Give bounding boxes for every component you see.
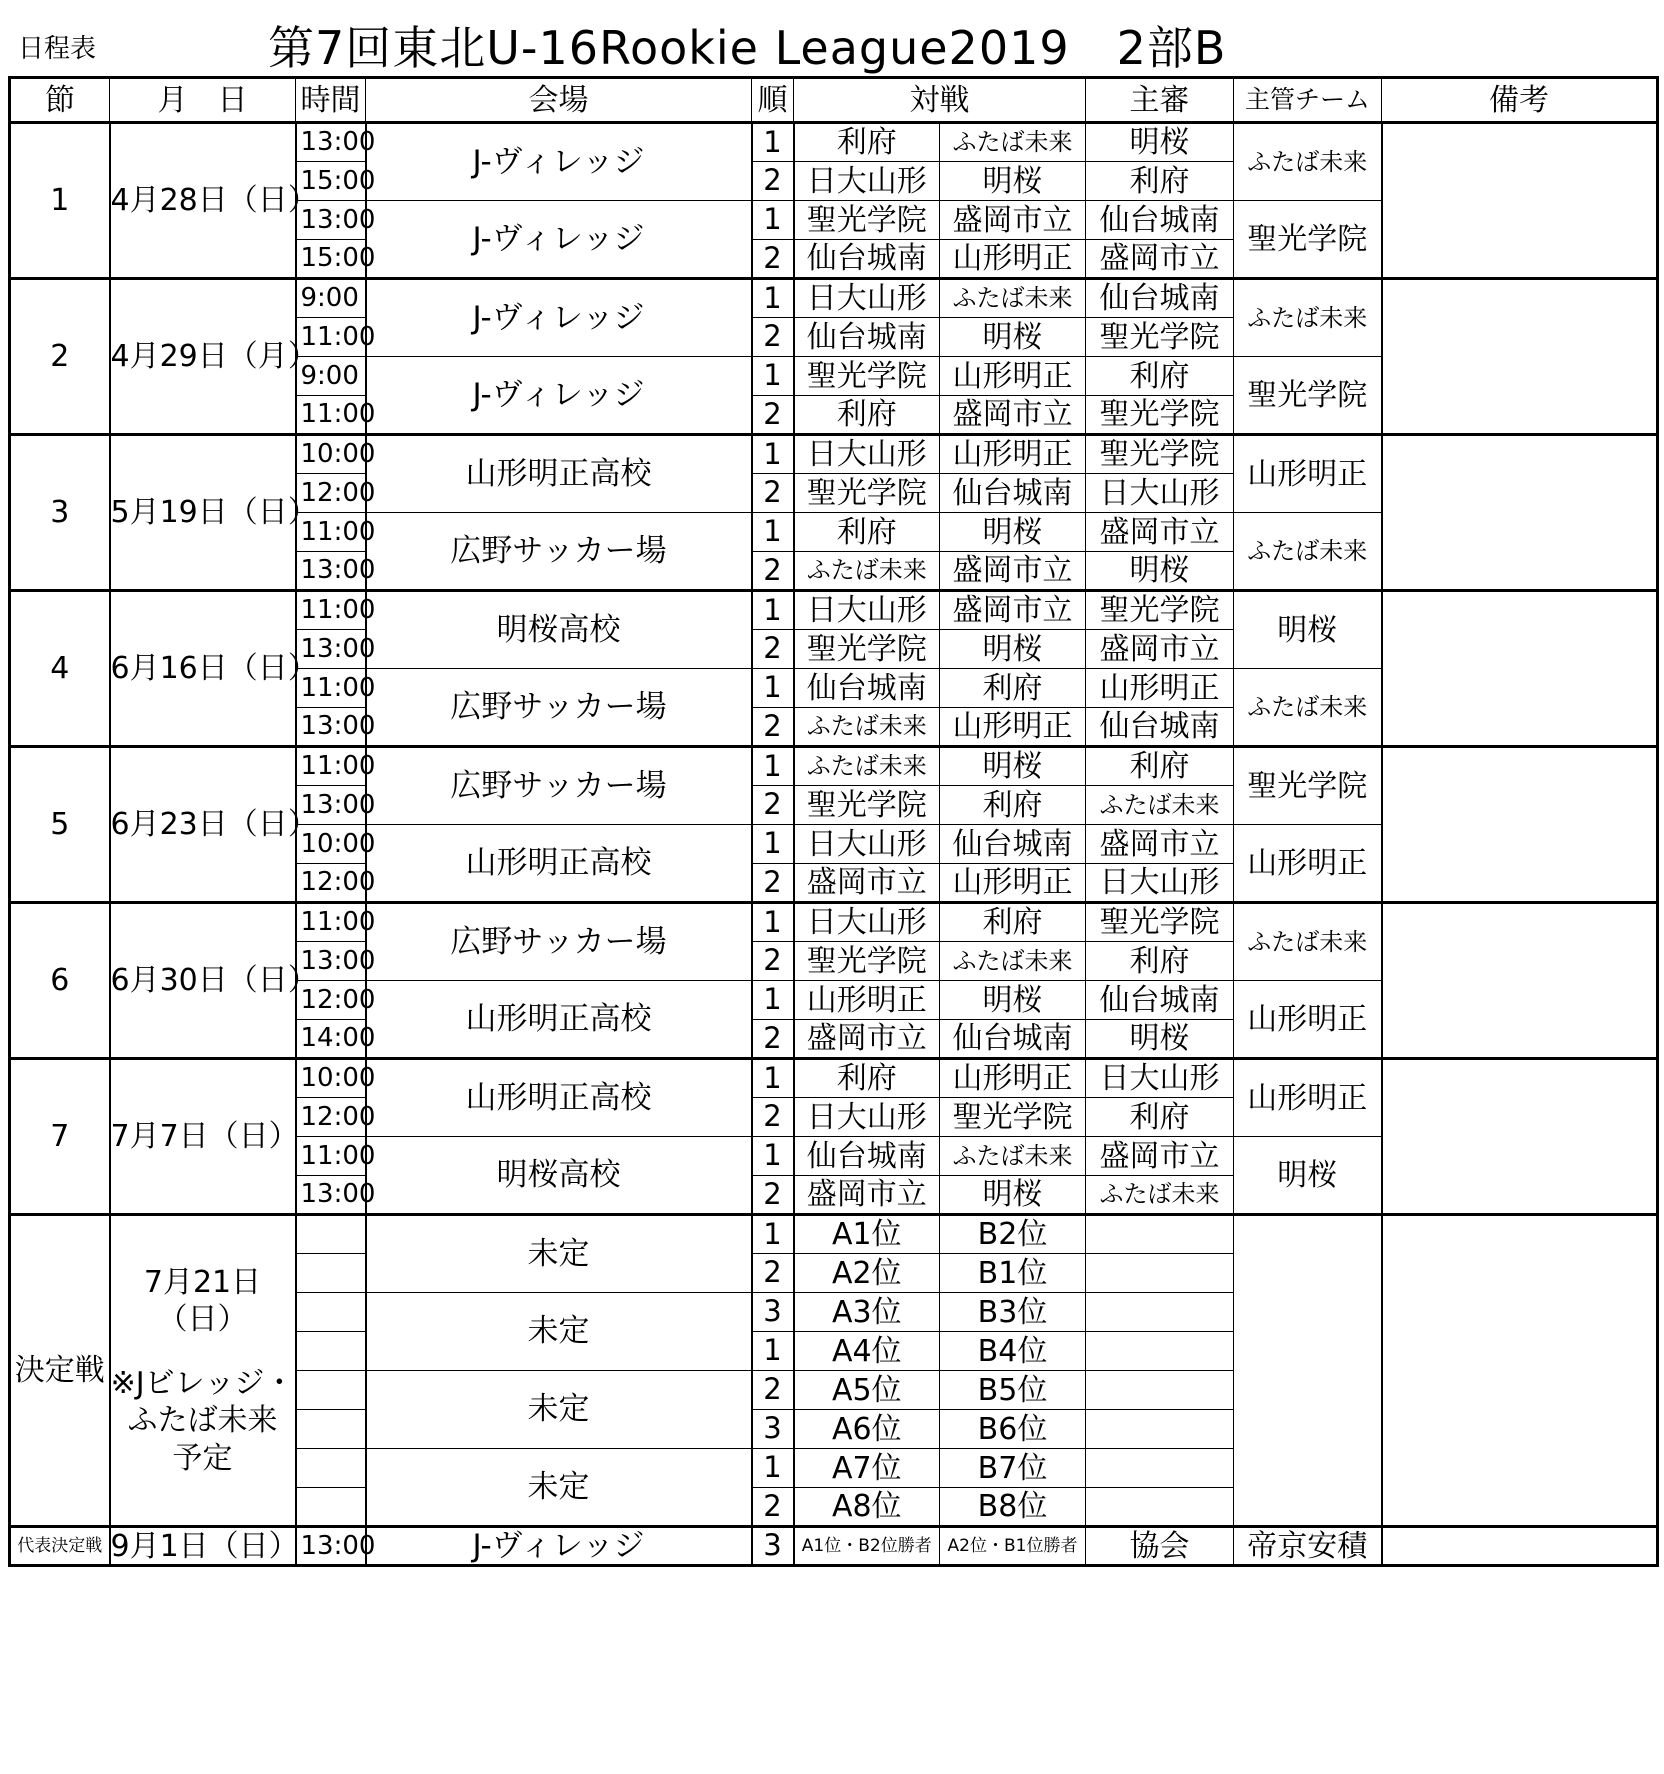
- home-team: 聖光学院: [794, 357, 940, 396]
- host-team: ふたば未来: [1234, 123, 1382, 201]
- away-team: 明桜: [940, 513, 1086, 552]
- home-team: A4位: [794, 1332, 940, 1371]
- venue-name: 未定: [366, 1215, 752, 1293]
- match-order: 2: [752, 1176, 794, 1215]
- match-order: 1: [752, 201, 794, 240]
- table-row: [10, 123, 1658, 162]
- match-order: 1: [752, 981, 794, 1020]
- host-team: 山形明正: [1234, 825, 1382, 903]
- match-order: 2: [752, 396, 794, 435]
- referee: [1086, 1449, 1234, 1488]
- away-team: 仙台城南: [940, 1020, 1086, 1059]
- home-team: 日大山形: [794, 162, 940, 201]
- away-team: 山形明正: [940, 435, 1086, 474]
- home-team: A7位: [794, 1449, 940, 1488]
- host-team: 山形明正: [1234, 981, 1382, 1059]
- away-team: 山形明正: [940, 1059, 1086, 1098]
- host-team: 明桜: [1234, 1137, 1382, 1215]
- match-order: 1: [752, 1332, 794, 1371]
- note-cell: [1382, 903, 1658, 1059]
- home-team: 聖光学院: [794, 201, 940, 240]
- away-team: 明桜: [940, 981, 1086, 1020]
- home-team: A1位: [794, 1215, 940, 1254]
- playoff-date-line: ふたば未来: [127, 1403, 278, 1439]
- referee: 聖光学院: [1086, 396, 1234, 435]
- host-team: 山形明正: [1234, 435, 1382, 513]
- away-team: 明桜: [940, 162, 1086, 201]
- venue-name: J-ヴィレッジ: [366, 357, 752, 435]
- match-order: 1: [752, 1137, 794, 1176]
- venue-name: 山形明正高校: [366, 981, 752, 1059]
- away-team: 盛岡市立: [940, 201, 1086, 240]
- kickoff-time: [296, 1215, 366, 1254]
- home-team: 仙台城南: [794, 318, 940, 357]
- home-team: A8位: [794, 1488, 940, 1527]
- schedule-label: 日程表: [18, 34, 97, 64]
- away-team: 明桜: [940, 747, 1086, 786]
- referee: 聖光学院: [1086, 435, 1234, 474]
- match-order: 2: [752, 1254, 794, 1293]
- kickoff-time: 10:00: [296, 825, 366, 864]
- away-team: 山形明正: [940, 357, 1086, 396]
- referee: 仙台城南: [1086, 981, 1234, 1020]
- match-order: 1: [752, 591, 794, 630]
- playoff-date-line: 予定: [172, 1440, 233, 1476]
- home-team: A3位: [794, 1293, 940, 1332]
- page-title: 第7回東北U-16Rookie League2019 2部B: [268, 21, 1227, 75]
- away-team: 明桜: [940, 318, 1086, 357]
- away-team: 仙台城南: [940, 474, 1086, 513]
- away-team: 盛岡市立: [940, 396, 1086, 435]
- away-team: ふたば未来: [940, 1137, 1086, 1176]
- venue-name: 広野サッカー場: [366, 669, 752, 747]
- kickoff-time: 11:00: [296, 1137, 366, 1176]
- away-team: 仙台城南: [940, 825, 1086, 864]
- kickoff-time: 13:00: [296, 708, 366, 747]
- away-team: ふたば未来: [940, 942, 1086, 981]
- referee: [1086, 1293, 1234, 1332]
- referee: 盛岡市立: [1086, 513, 1234, 552]
- venue-name: J-ヴィレッジ: [366, 123, 752, 201]
- col-time: 時間: [296, 78, 366, 123]
- home-team: 利府: [794, 513, 940, 552]
- kickoff-time: [296, 1371, 366, 1410]
- host-team: 明桜: [1234, 591, 1382, 669]
- referee: [1086, 1332, 1234, 1371]
- match-order: 2: [752, 1371, 794, 1410]
- home-team: 盛岡市立: [794, 1020, 940, 1059]
- referee: 明桜: [1086, 552, 1234, 591]
- match-order: 2: [752, 1020, 794, 1059]
- round-date: 6月23日（日）: [110, 747, 296, 903]
- referee: 聖光学院: [1086, 903, 1234, 942]
- kickoff-time: 13:00: [296, 552, 366, 591]
- home-team: 日大山形: [794, 591, 940, 630]
- home-team: 仙台城南: [794, 240, 940, 279]
- match-order: 3: [752, 1293, 794, 1332]
- referee: ふたば未来: [1086, 1176, 1234, 1215]
- kickoff-time: 10:00: [296, 435, 366, 474]
- referee: [1086, 1215, 1234, 1254]
- kickoff-time: 11:00: [296, 591, 366, 630]
- match-order: 2: [752, 1488, 794, 1527]
- match-order: 1: [752, 825, 794, 864]
- table-row: [10, 591, 1658, 630]
- match-order: 2: [752, 1098, 794, 1137]
- playoff-date: [110, 1215, 296, 1527]
- referee: 協会: [1086, 1527, 1234, 1566]
- kickoff-time: 12:00: [296, 474, 366, 513]
- away-team: B8位: [940, 1488, 1086, 1527]
- away-team: 利府: [940, 786, 1086, 825]
- match-order: 1: [752, 279, 794, 318]
- match-order: 2: [752, 864, 794, 903]
- note-cell: [1382, 747, 1658, 903]
- table-row: [10, 1215, 1658, 1254]
- round-date: 4月29日（月）: [110, 279, 296, 435]
- referee: 日大山形: [1086, 864, 1234, 903]
- col-date: 月 日: [110, 78, 296, 123]
- playoff-date-line: ※Jビレッジ・: [110, 1365, 295, 1401]
- note-cell: [1382, 1059, 1658, 1215]
- away-team: 利府: [940, 903, 1086, 942]
- kickoff-time: 13:00: [296, 1527, 366, 1566]
- away-team: 聖光学院: [940, 1098, 1086, 1137]
- match-order: 2: [752, 162, 794, 201]
- round-date: 6月16日（日）: [110, 591, 296, 747]
- referee: 盛岡市立: [1086, 825, 1234, 864]
- home-team: 聖光学院: [794, 786, 940, 825]
- referee: 明桜: [1086, 123, 1234, 162]
- table-row: [10, 279, 1658, 318]
- home-team: A5位: [794, 1371, 940, 1410]
- home-team: 日大山形: [794, 279, 940, 318]
- col-referee: 主審: [1086, 78, 1234, 123]
- venue-name: J-ヴィレッジ: [366, 279, 752, 357]
- away-team: B5位: [940, 1371, 1086, 1410]
- venue-name: J-ヴィレッジ: [366, 1527, 752, 1566]
- kickoff-time: 9:00: [296, 357, 366, 396]
- home-team: 日大山形: [794, 825, 940, 864]
- kickoff-time: 13:00: [296, 123, 366, 162]
- round-number: 6: [10, 903, 110, 1059]
- home-team: 盛岡市立: [794, 864, 940, 903]
- kickoff-time: 11:00: [296, 903, 366, 942]
- match-order: 2: [752, 318, 794, 357]
- match-order: 1: [752, 747, 794, 786]
- away-team: B3位: [940, 1293, 1086, 1332]
- home-team: 聖光学院: [794, 630, 940, 669]
- col-round: 節: [10, 78, 110, 123]
- away-team: B4位: [940, 1332, 1086, 1371]
- note-cell: [1382, 1527, 1658, 1566]
- kickoff-time: 9:00: [296, 279, 366, 318]
- away-team: 山形明正: [940, 708, 1086, 747]
- kickoff-time: 15:00: [296, 240, 366, 279]
- venue-name: 明桜高校: [366, 1137, 752, 1215]
- referee: [1086, 1488, 1234, 1527]
- match-order: 2: [752, 630, 794, 669]
- table-row: [10, 903, 1658, 942]
- host-team: 聖光学院: [1234, 201, 1382, 279]
- kickoff-time: 13:00: [296, 201, 366, 240]
- referee: 山形明正: [1086, 669, 1234, 708]
- venue-name: 未定: [366, 1293, 752, 1371]
- away-team: A2位・B1位勝者: [940, 1527, 1086, 1566]
- match-order: 1: [752, 1059, 794, 1098]
- note-cell: [1382, 591, 1658, 747]
- round-date: 7月7日（日）: [110, 1059, 296, 1215]
- match-order: 1: [752, 1215, 794, 1254]
- referee: 仙台城南: [1086, 279, 1234, 318]
- home-team: 利府: [794, 396, 940, 435]
- match-order: 2: [752, 786, 794, 825]
- match-order: 1: [752, 435, 794, 474]
- kickoff-time: [296, 1254, 366, 1293]
- home-team: ふたば未来: [794, 708, 940, 747]
- note-cell: [1382, 435, 1658, 591]
- venue-name: 山形明正高校: [366, 1059, 752, 1137]
- kickoff-time: 11:00: [296, 396, 366, 435]
- home-team: 利府: [794, 123, 940, 162]
- match-order: 2: [752, 708, 794, 747]
- match-order: 2: [752, 552, 794, 591]
- venue-name: 山形明正高校: [366, 825, 752, 903]
- match-order: 1: [752, 123, 794, 162]
- referee: [1086, 1371, 1234, 1410]
- away-team: ふたば未来: [940, 123, 1086, 162]
- kickoff-time: 11:00: [296, 318, 366, 357]
- referee: 聖光学院: [1086, 591, 1234, 630]
- table-row: [10, 435, 1658, 474]
- match-order: 1: [752, 903, 794, 942]
- note-cell: [1382, 123, 1658, 279]
- referee: 日大山形: [1086, 474, 1234, 513]
- venue-name: 広野サッカー場: [366, 903, 752, 981]
- kickoff-time: 11:00: [296, 669, 366, 708]
- home-team: 盛岡市立: [794, 1176, 940, 1215]
- away-team: ふたば未来: [940, 279, 1086, 318]
- referee: 仙台城南: [1086, 201, 1234, 240]
- kickoff-time: [296, 1488, 366, 1527]
- home-team: 利府: [794, 1059, 940, 1098]
- referee: 利府: [1086, 942, 1234, 981]
- kickoff-time: [296, 1293, 366, 1332]
- home-team: A6位: [794, 1410, 940, 1449]
- home-team: 日大山形: [794, 903, 940, 942]
- kickoff-time: 10:00: [296, 1059, 366, 1098]
- host-team: [1234, 1215, 1382, 1527]
- kickoff-time: 11:00: [296, 747, 366, 786]
- playoff-label: 決定戦: [10, 1215, 110, 1527]
- referee: [1086, 1254, 1234, 1293]
- kickoff-time: 12:00: [296, 864, 366, 903]
- host-team: ふたば未来: [1234, 279, 1382, 357]
- venue-name: 山形明正高校: [366, 435, 752, 513]
- note-cell: [1382, 279, 1658, 435]
- schedule-table: [8, 76, 1659, 1567]
- referee: 盛岡市立: [1086, 1137, 1234, 1176]
- match-order: 2: [752, 240, 794, 279]
- col-note: 備考: [1382, 78, 1658, 123]
- round-number: 7: [10, 1059, 110, 1215]
- away-team: B7位: [940, 1449, 1086, 1488]
- home-team: 聖光学院: [794, 474, 940, 513]
- match-order: 2: [752, 942, 794, 981]
- final-date: 9月1日（日）: [110, 1528, 299, 1564]
- round-date: 4月28日（日）: [110, 123, 296, 279]
- away-team: B1位: [940, 1254, 1086, 1293]
- match-order: 2: [752, 474, 794, 513]
- venue-name: 広野サッカー場: [366, 513, 752, 591]
- away-team: 山形明正: [940, 864, 1086, 903]
- venue-name: J-ヴィレッジ: [366, 201, 752, 279]
- referee: 仙台城南: [1086, 708, 1234, 747]
- kickoff-time: 15:00: [296, 162, 366, 201]
- venue-name: 明桜高校: [366, 591, 752, 669]
- kickoff-time: 13:00: [296, 942, 366, 981]
- host-team: 山形明正: [1234, 1059, 1382, 1137]
- home-team: 山形明正: [794, 981, 940, 1020]
- kickoff-time: 13:00: [296, 786, 366, 825]
- referee: 利府: [1086, 1098, 1234, 1137]
- venue-name: 広野サッカー場: [366, 747, 752, 825]
- kickoff-time: [296, 1410, 366, 1449]
- home-team: A2位: [794, 1254, 940, 1293]
- table-header-row: [10, 78, 1658, 123]
- col-match: 対戦: [794, 78, 1086, 123]
- referee: 利府: [1086, 357, 1234, 396]
- away-team: B2位: [940, 1215, 1086, 1254]
- table-row: [10, 1059, 1658, 1098]
- col-host: 主管チーム: [1234, 78, 1382, 123]
- host-team: ふたば未来: [1234, 513, 1382, 591]
- home-team: 日大山形: [794, 435, 940, 474]
- round-number: 3: [10, 435, 110, 591]
- round-number: 5: [10, 747, 110, 903]
- home-team: ふたば未来: [794, 552, 940, 591]
- round-date: 5月19日（日）: [110, 435, 296, 591]
- referee: 利府: [1086, 747, 1234, 786]
- host-team: ふたば未来: [1234, 669, 1382, 747]
- kickoff-time: 11:00: [296, 513, 366, 552]
- away-team: 山形明正: [940, 240, 1086, 279]
- kickoff-time: [296, 1449, 366, 1488]
- referee: 盛岡市立: [1086, 240, 1234, 279]
- away-team: 盛岡市立: [940, 552, 1086, 591]
- away-team: 明桜: [940, 1176, 1086, 1215]
- referee: 盛岡市立: [1086, 630, 1234, 669]
- round-number: 2: [10, 279, 110, 435]
- home-team: 仙台城南: [794, 1137, 940, 1176]
- col-venue: 会場: [366, 78, 752, 123]
- round-date: 6月30日（日）: [110, 903, 296, 1059]
- away-team: 利府: [940, 669, 1086, 708]
- referee: 日大山形: [1086, 1059, 1234, 1098]
- home-team: A1位・B2位勝者: [794, 1527, 940, 1566]
- kickoff-time: 12:00: [296, 1098, 366, 1137]
- round-number: 1: [10, 123, 110, 279]
- kickoff-time: 12:00: [296, 981, 366, 1020]
- match-order: 1: [752, 357, 794, 396]
- final-label: 代表決定戦: [10, 1527, 110, 1566]
- table-row: [10, 1527, 1658, 1566]
- home-team: 日大山形: [794, 1098, 940, 1137]
- kickoff-time: 13:00: [296, 630, 366, 669]
- host-team: 帝京安積: [1234, 1527, 1382, 1566]
- away-team: B6位: [940, 1410, 1086, 1449]
- home-team: ふたば未来: [794, 747, 940, 786]
- host-team: 聖光学院: [1234, 747, 1382, 825]
- note-cell: [1382, 1215, 1658, 1527]
- host-team: 聖光学院: [1234, 357, 1382, 435]
- away-team: 明桜: [940, 630, 1086, 669]
- home-team: 仙台城南: [794, 669, 940, 708]
- match-order: 3: [752, 1527, 794, 1566]
- match-order: 1: [752, 513, 794, 552]
- referee: ふたば未来: [1086, 786, 1234, 825]
- match-order: 1: [752, 1449, 794, 1488]
- referee: 利府: [1086, 162, 1234, 201]
- table-row: [10, 747, 1658, 786]
- match-order: 1: [752, 669, 794, 708]
- home-team: 聖光学院: [794, 942, 940, 981]
- match-order: 3: [752, 1410, 794, 1449]
- venue-name: 未定: [366, 1449, 752, 1527]
- referee: [1086, 1410, 1234, 1449]
- kickoff-time: 13:00: [296, 1176, 366, 1215]
- round-number: 4: [10, 591, 110, 747]
- referee: 聖光学院: [1086, 318, 1234, 357]
- col-order: 順: [752, 78, 794, 123]
- away-team: 盛岡市立: [940, 591, 1086, 630]
- kickoff-time: 14:00: [296, 1020, 366, 1059]
- venue-name: 未定: [366, 1371, 752, 1449]
- host-team: ふたば未来: [1234, 903, 1382, 981]
- kickoff-time: [296, 1332, 366, 1371]
- referee: 明桜: [1086, 1020, 1234, 1059]
- playoff-date-line: 7月21日（日）: [143, 1264, 262, 1338]
